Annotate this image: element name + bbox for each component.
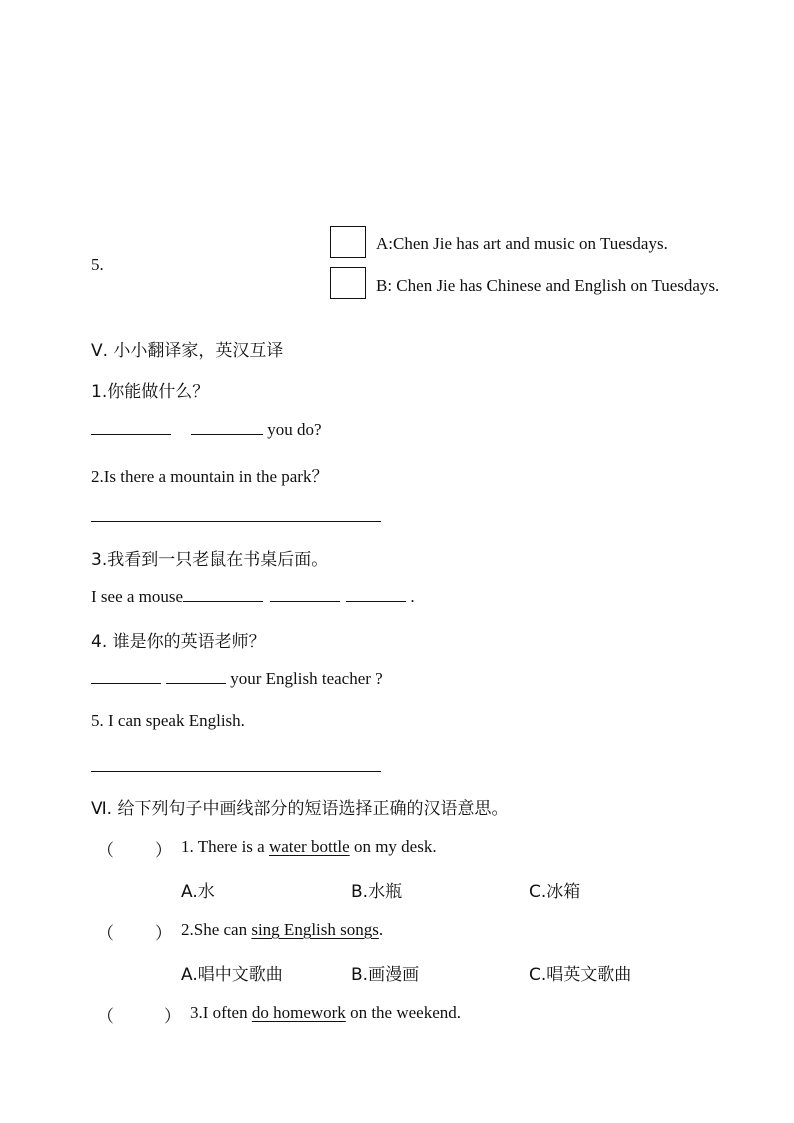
- answer-blank[interactable]: [191, 420, 263, 435]
- translation-prompt-5: 5. I can speak English.: [91, 711, 245, 730]
- answer-paren-open: （: [97, 924, 114, 944]
- answer-paren-close: ）: [155, 924, 172, 944]
- translation-prompt-1: 1.你能做什么？: [91, 382, 210, 402]
- option-2b: B.画漫画: [351, 965, 420, 985]
- answer-blank[interactable]: [166, 669, 226, 684]
- option-a-text: A:Chen Jie has art and music on Tuesdays.: [376, 234, 668, 253]
- translation-prompt-3: 3.我看到一只老鼠在书桌后面。: [91, 550, 329, 570]
- answer-paren-close: ）: [155, 841, 172, 861]
- answer-blank[interactable]: [91, 669, 161, 684]
- answer-blank[interactable]: [183, 587, 263, 602]
- choice-question-1: 1. There is a water bottle on my desk.: [181, 837, 437, 856]
- section-5-title: Ⅴ. 小小翻译家，英汉互译: [91, 341, 284, 361]
- answer-box-b[interactable]: [330, 267, 366, 299]
- translation-prompt-4: 4. 谁是你的英语老师？: [91, 632, 266, 652]
- answer-paren-open: （: [97, 841, 114, 861]
- underlined-phrase: sing English songs: [251, 920, 379, 939]
- translation-answer-1: you do?: [91, 420, 322, 440]
- option-2a: A.唱中文歌曲: [181, 965, 283, 985]
- answer-blank[interactable]: [346, 587, 406, 602]
- choice-question-2: 2.She can sing English songs.: [181, 920, 384, 939]
- translation-prompt-2: 2.Is there a mountain in the park？: [91, 467, 329, 486]
- answer-blank[interactable]: [91, 420, 171, 435]
- section-6-title: Ⅵ. 给下列句子中画线部分的短语选择正确的汉语意思。: [91, 799, 509, 819]
- underlined-phrase: do homework: [251, 1003, 346, 1022]
- option-1b: B.水瓶: [351, 882, 403, 902]
- option-2c: C.唱英文歌曲: [529, 965, 632, 985]
- answer-line-5[interactable]: [91, 771, 381, 772]
- option-1a: A.水: [181, 882, 215, 902]
- translation-answer-3: I see a mouse .: [91, 587, 415, 606]
- translation-answer-4: your English teacher ?: [91, 669, 383, 689]
- answer-paren-open: （: [97, 1007, 114, 1027]
- answer-paren-close: ）: [164, 1007, 181, 1027]
- underlined-phrase: water bottle: [268, 837, 350, 856]
- answer-blank[interactable]: [270, 587, 340, 602]
- option-1c: C.冰箱: [529, 882, 581, 902]
- option-b-text: B: Chen Jie has Chinese and English on Tuesdays.: [376, 276, 720, 295]
- choice-question-3: 3.I often do homework on the weekend.: [190, 1003, 461, 1022]
- answer-line-2[interactable]: [91, 521, 381, 522]
- question-5-number: 5.: [91, 255, 104, 274]
- answer-box-a[interactable]: [330, 226, 366, 258]
